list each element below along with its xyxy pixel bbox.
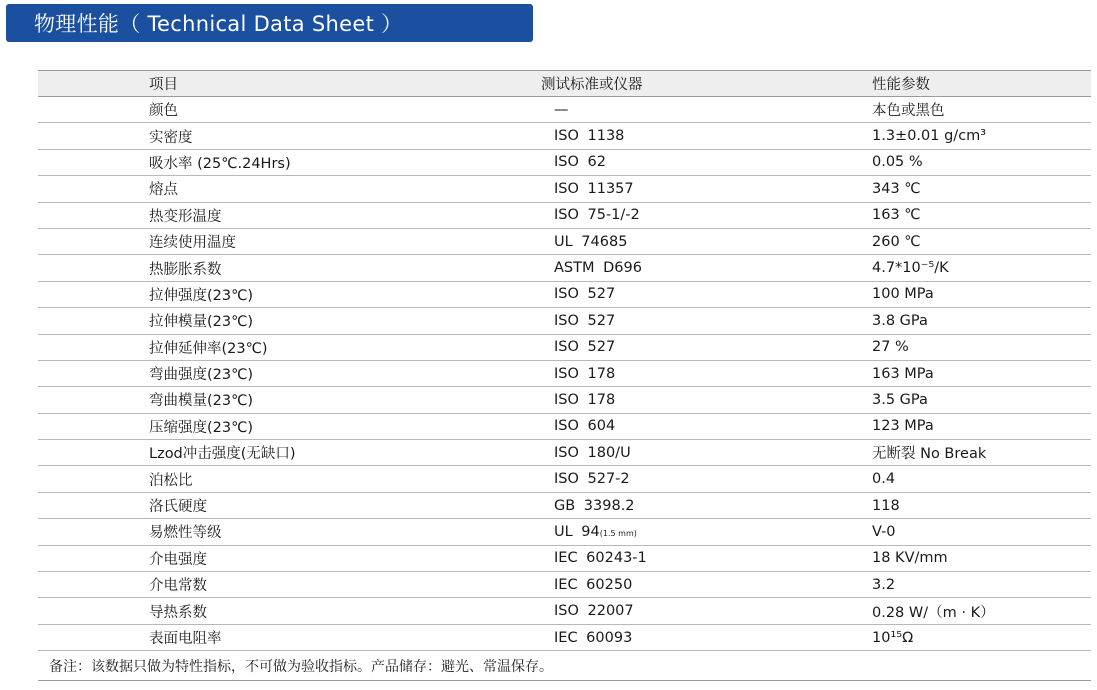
- cell-standard-text: IEC 60243-1: [554, 550, 647, 567]
- cell-standard-text: UL 74685: [554, 233, 628, 250]
- cell-standard-text: ISO 527: [554, 286, 616, 303]
- table-header-row: [38, 70, 1091, 97]
- cell-value: 4.7*10⁻⁵/K: [872, 260, 949, 277]
- cell-value: 3.5 GPa: [872, 391, 928, 408]
- table-body: [38, 97, 1091, 651]
- cell-standard-text: —: [554, 101, 569, 118]
- cell-item: 实密度: [149, 129, 193, 146]
- data-sheet-table: [38, 70, 1091, 681]
- cell-item: 拉伸模量(23℃): [149, 314, 254, 331]
- cell-standard-text: ISO 11357: [554, 180, 634, 197]
- cell-standard: [541, 498, 870, 514]
- cell-item: 热变形温度: [149, 208, 222, 225]
- cell-value: 163 MPa: [872, 365, 934, 382]
- table-row: [38, 123, 1091, 149]
- cell-standard: [541, 445, 870, 461]
- cell-value: 无断裂 No Break: [872, 446, 987, 463]
- cell-item: Lzod冲击强度(无缺口): [149, 446, 296, 463]
- cell-value: 0.05 %: [872, 154, 923, 171]
- cell-standard-text: ASTM D696: [554, 260, 642, 277]
- cell-item: 熔点: [149, 182, 178, 199]
- cell-item: 易燃性等级: [149, 525, 222, 542]
- cell-standard: [541, 313, 870, 329]
- cell-standard: [541, 234, 870, 250]
- cell-item: 泊松比: [149, 472, 193, 489]
- cell-value: 118: [872, 497, 900, 514]
- table-row: [38, 308, 1091, 334]
- cell-item: 连续使用温度: [149, 235, 236, 252]
- cell-item: 弯曲强度(23℃): [149, 367, 254, 384]
- cell-item: 弯曲模量(23℃): [149, 393, 254, 410]
- cell-standard-text: ISO 178: [554, 391, 616, 408]
- table-row: [38, 466, 1091, 492]
- column-header-value: 性能参数: [872, 77, 930, 93]
- cell-item: 热膨胀系数: [149, 261, 222, 278]
- cell-standard: [541, 577, 870, 593]
- cell-standard: [541, 260, 870, 276]
- cell-standard: [541, 339, 870, 355]
- cell-value: V-0: [872, 523, 896, 540]
- cell-standard-note: (1.5 mm): [599, 528, 637, 538]
- cell-standard: [541, 603, 870, 619]
- cell-value: 3.8 GPa: [872, 312, 928, 329]
- cell-standard-text: ISO 527-2: [554, 471, 630, 488]
- cell-standard-text: ISO 527: [554, 339, 616, 356]
- section-header: [6, 4, 533, 42]
- cell-standard: [541, 154, 870, 170]
- cell-item: 洛氏硬度: [149, 499, 207, 516]
- cell-standard-text: ISO 62: [554, 154, 606, 171]
- cell-value: 343 ℃: [872, 180, 921, 197]
- cell-item: 压缩强度(23℃): [149, 419, 254, 436]
- cell-value: 100 MPa: [872, 286, 934, 303]
- table-row: [38, 255, 1091, 281]
- cell-item: 颜色: [149, 103, 178, 120]
- cell-standard: [541, 524, 870, 540]
- cell-value: 18 KV/mm: [872, 550, 948, 567]
- cell-standard: [541, 207, 870, 223]
- table-row: [38, 282, 1091, 308]
- table-row: [38, 546, 1091, 572]
- cell-value: 0.28 W/（m · K）: [872, 604, 995, 621]
- table-row: [38, 598, 1091, 624]
- cell-value: 123 MPa: [872, 418, 934, 435]
- cell-item: 拉伸延伸率(23℃): [149, 340, 268, 357]
- table-row: [38, 625, 1091, 651]
- cell-standard-text: GB 3398.2: [554, 497, 635, 514]
- cell-standard: [541, 181, 870, 197]
- cell-standard: [541, 418, 870, 434]
- cell-standard: [541, 630, 870, 646]
- cell-standard-text: IEC 60093: [554, 629, 633, 646]
- cell-standard: [541, 550, 870, 566]
- cell-item: 表面电阻率: [149, 631, 222, 647]
- table-row: [38, 335, 1091, 361]
- cell-item: 导热系数: [149, 604, 207, 621]
- cell-value: 10¹⁵Ω: [872, 629, 914, 646]
- table-row: [38, 150, 1091, 176]
- cell-standard: [541, 366, 870, 382]
- table-row: [38, 229, 1091, 255]
- cell-standard: [541, 102, 870, 118]
- table-row: [38, 572, 1091, 598]
- cell-standard: [541, 471, 870, 487]
- cell-standard-text: ISO 604: [554, 418, 616, 435]
- table-row: [38, 97, 1091, 123]
- cell-value: 260 ℃: [872, 233, 921, 250]
- cell-standard-text: ISO 178: [554, 365, 616, 382]
- cell-standard: [541, 128, 870, 144]
- cell-standard: [541, 286, 870, 302]
- cell-standard-text: ISO 75-1/-2: [554, 207, 640, 224]
- remark-note: 备注：该数据只做为特性指标，不可做为验收指标。产品储存：避光、常温保存。: [38, 651, 1091, 681]
- cell-value: 27 %: [872, 339, 909, 356]
- cell-item: 介电强度: [149, 551, 207, 568]
- table-row: [38, 493, 1091, 519]
- cell-standard-text: IEC 60250: [554, 576, 633, 593]
- cell-value: 0.4: [872, 471, 896, 488]
- cell-standard: [541, 392, 870, 408]
- cell-value: 163 ℃: [872, 207, 921, 224]
- cell-standard-text: ISO 180/U: [554, 444, 631, 461]
- cell-standard-text: ISO 527: [554, 312, 616, 329]
- table-row: [38, 387, 1091, 413]
- table-row: [38, 519, 1091, 545]
- cell-standard-text: ISO 1138: [554, 128, 625, 145]
- cell-value: 1.3±0.01 g/cm³: [872, 128, 987, 145]
- column-header-standard: 测试标准或仪器: [541, 77, 643, 93]
- cell-standard-text: UL 94: [554, 523, 600, 540]
- cell-standard-text: ISO 22007: [554, 603, 634, 620]
- table-row: [38, 440, 1091, 466]
- section-title: 物理性能（ Technical Data Sheet ）: [34, 12, 403, 36]
- table-row: [38, 361, 1091, 387]
- cell-value: 3.2: [872, 576, 896, 593]
- table-row: [38, 176, 1091, 202]
- cell-item: 介电常数: [149, 578, 207, 595]
- table-row: [38, 414, 1091, 440]
- cell-item: 吸水率 (25℃.24Hrs): [149, 155, 291, 172]
- column-header-item: 项目: [149, 77, 178, 93]
- cell-value: 本色或黑色: [872, 103, 945, 120]
- cell-item: 拉伸强度(23℃): [149, 287, 254, 304]
- table-row: [38, 203, 1091, 229]
